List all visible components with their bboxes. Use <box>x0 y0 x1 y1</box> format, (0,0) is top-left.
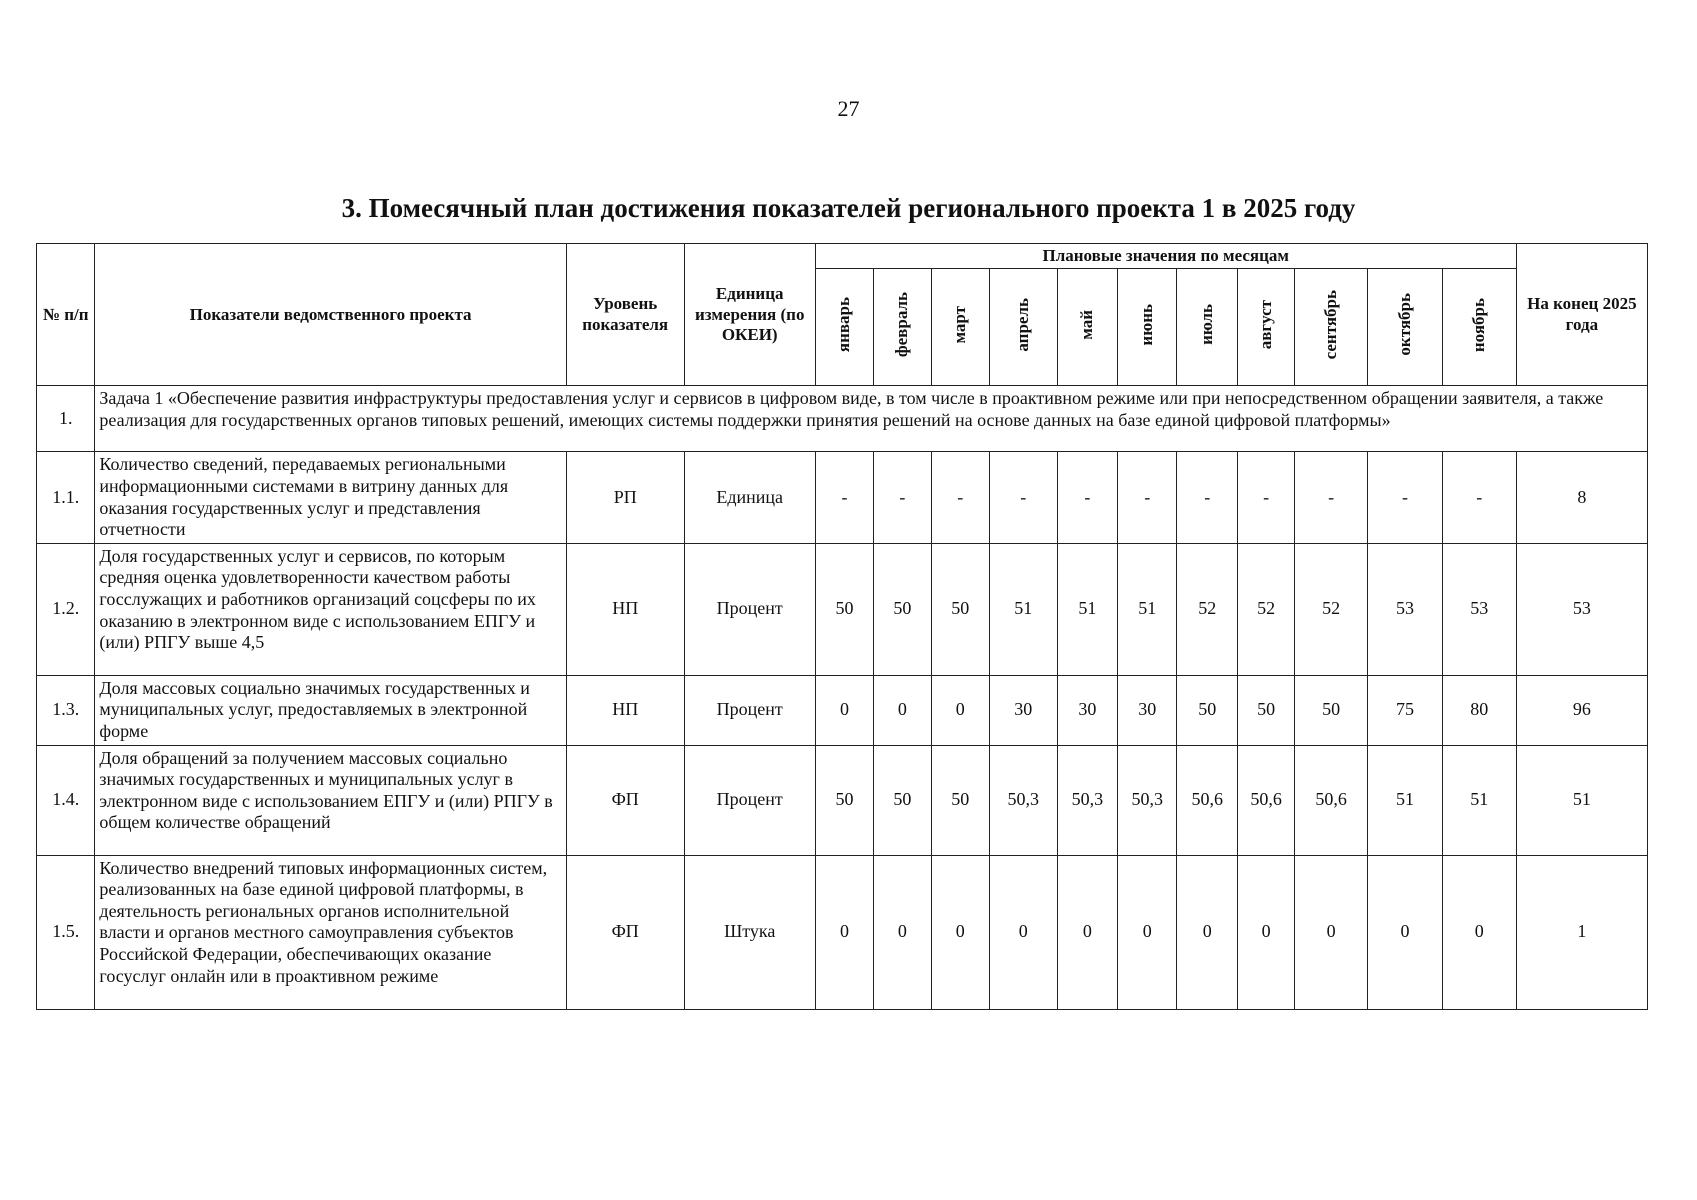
indicator-name: Доля государственных услуг и сервисов, по которым средняя оценка удовлетворенности качеством работы госслужащих и работников организаций соцсферы по их оказанию в электронном виде с использованием ЕПГУ и (или) РПГУ выше 4,5 <box>95 543 566 675</box>
month-value: 51 <box>1442 745 1516 855</box>
header-final: На конец 2025 года <box>1516 244 1647 386</box>
table-row <box>37 745 1648 855</box>
month-value: 50 <box>1295 675 1368 745</box>
month-value: 0 <box>874 855 931 1009</box>
month-value: 80 <box>1442 675 1516 745</box>
table-row <box>37 543 1648 675</box>
month-value: - <box>989 452 1057 543</box>
page-number: 27 <box>837 96 860 121</box>
month-value: 51 <box>1057 543 1117 675</box>
month-value: 30 <box>989 675 1057 745</box>
header-unit: Единица измерения (по ОКЕИ) <box>684 244 815 386</box>
month-value: - <box>1057 452 1117 543</box>
month-value: - <box>1442 452 1516 543</box>
indicator-level: НП <box>566 543 684 675</box>
indicator-level: РП <box>566 452 684 543</box>
header-month: февраль <box>874 269 931 386</box>
task-num: 1. <box>37 386 95 452</box>
month-value: 51 <box>1368 745 1443 855</box>
header-month: октябрь <box>1368 269 1443 386</box>
header-month: январь <box>815 269 873 386</box>
month-value: 50,6 <box>1177 745 1237 855</box>
month-value: 50,3 <box>989 745 1057 855</box>
indicator-level: ФП <box>566 855 684 1009</box>
month-value: - <box>1368 452 1443 543</box>
header-month: ноябрь <box>1442 269 1516 386</box>
month-value: - <box>1237 452 1294 543</box>
indicator-level: НП <box>566 675 684 745</box>
final-value: 1 <box>1516 855 1647 1009</box>
final-value: 96 <box>1516 675 1647 745</box>
table-row <box>37 452 1648 543</box>
month-value: 0 <box>1118 855 1177 1009</box>
month-value: 0 <box>815 855 873 1009</box>
month-value: 53 <box>1368 543 1443 675</box>
month-value: 50 <box>1177 675 1237 745</box>
month-value: 0 <box>1177 855 1237 1009</box>
table-row <box>37 855 1648 1009</box>
row-num: 1.2. <box>37 543 95 675</box>
month-value: - <box>1295 452 1368 543</box>
month-value: 50,3 <box>1118 745 1177 855</box>
indicator-unit: Процент <box>684 745 815 855</box>
month-value: 52 <box>1295 543 1368 675</box>
month-value: 0 <box>815 675 873 745</box>
month-value: 30 <box>1118 675 1177 745</box>
indicator-unit: Единица <box>684 452 815 543</box>
indicator-unit: Штука <box>684 855 815 1009</box>
header-level: Уровень показателя <box>566 244 684 386</box>
header-month: апрель <box>989 269 1057 386</box>
final-value: 53 <box>1516 543 1647 675</box>
monthly-plan-table <box>36 243 1648 1010</box>
month-value: 0 <box>874 675 931 745</box>
header-month: июнь <box>1118 269 1177 386</box>
month-value: 0 <box>1057 855 1117 1009</box>
month-value: - <box>1118 452 1177 543</box>
month-value: 50 <box>815 745 873 855</box>
header-row <box>37 244 1648 269</box>
task-row <box>37 386 1648 452</box>
month-value: 52 <box>1177 543 1237 675</box>
month-value: 50 <box>874 543 931 675</box>
month-value: 50 <box>874 745 931 855</box>
indicator-name: Количество внедрений типовых информационных систем, реализованных на базе единой цифровой платформы, в деятельность региональных органов исполнительной власти и органов местного самоуправления субъектов Российской Федерации, обеспечивающих оказание госуслуг онлайн или в проактивном режиме <box>95 855 566 1009</box>
header-month: май <box>1057 269 1117 386</box>
header-month: август <box>1237 269 1294 386</box>
month-value: 50 <box>815 543 873 675</box>
indicator-unit: Процент <box>684 675 815 745</box>
month-value: 0 <box>931 855 989 1009</box>
row-num: 1.5. <box>37 855 95 1009</box>
header-indicator: Показатели ведомственного проекта <box>95 244 566 386</box>
header-month: сентябрь <box>1295 269 1368 386</box>
month-value: - <box>874 452 931 543</box>
header-month: март <box>931 269 989 386</box>
month-value: - <box>815 452 873 543</box>
indicator-name: Количество сведений, передаваемых региональными информационными системами в витрину данных для оказания государственных услуг и представления отчетности <box>95 452 566 543</box>
table-row <box>37 675 1648 745</box>
month-value: 0 <box>1368 855 1443 1009</box>
indicator-name: Доля обращений за получением массовых социально значимых государственных и муниципальных услуг в электронном виде с использованием ЕПГУ и (или) РПГУ в общем количестве обращений <box>95 745 566 855</box>
month-value: - <box>931 452 989 543</box>
indicator-unit: Процент <box>684 543 815 675</box>
month-value: 51 <box>1118 543 1177 675</box>
header-planned-values: Плановые значения по месяцам <box>815 244 1516 269</box>
month-value: 50 <box>931 543 989 675</box>
month-value: 51 <box>989 543 1057 675</box>
indicator-level: ФП <box>566 745 684 855</box>
month-value: - <box>1177 452 1237 543</box>
month-value: 30 <box>1057 675 1117 745</box>
final-value: 8 <box>1516 452 1647 543</box>
month-value: 0 <box>1295 855 1368 1009</box>
task-text: Задача 1 «Обеспечение развития инфраструктуры предоставления услуг и сервисов в цифровом виде, в том числе в проактивном режиме или при непосредственном обращении заявителя, а также реализация для государственных органов типовых решений, имеющих системы поддержки принятия решений на основе данных на базе единой цифровой платформы» <box>95 386 1648 452</box>
header-month: июль <box>1177 269 1237 386</box>
indicator-name: Доля массовых социально значимых государственных и муниципальных услуг, предоставляемых в электронной форме <box>95 675 566 745</box>
month-value: 50 <box>1237 675 1294 745</box>
month-value: 0 <box>1237 855 1294 1009</box>
final-value: 51 <box>1516 745 1647 855</box>
month-value: 50,6 <box>1295 745 1368 855</box>
month-value: 50,6 <box>1237 745 1294 855</box>
month-value: 50,3 <box>1057 745 1117 855</box>
row-num: 1.3. <box>37 675 95 745</box>
month-value: 52 <box>1237 543 1294 675</box>
month-value: 0 <box>931 675 989 745</box>
page-title: 3. Помесячный план достижения показателей регионального проекта 1 в 2025 году <box>341 193 1356 223</box>
header-num: № п/п <box>37 244 95 386</box>
month-value: 0 <box>989 855 1057 1009</box>
month-value: 75 <box>1368 675 1443 745</box>
month-value: 50 <box>931 745 989 855</box>
month-value: 53 <box>1442 543 1516 675</box>
month-value: 0 <box>1442 855 1516 1009</box>
row-num: 1.4. <box>37 745 95 855</box>
row-num: 1.1. <box>37 452 95 543</box>
